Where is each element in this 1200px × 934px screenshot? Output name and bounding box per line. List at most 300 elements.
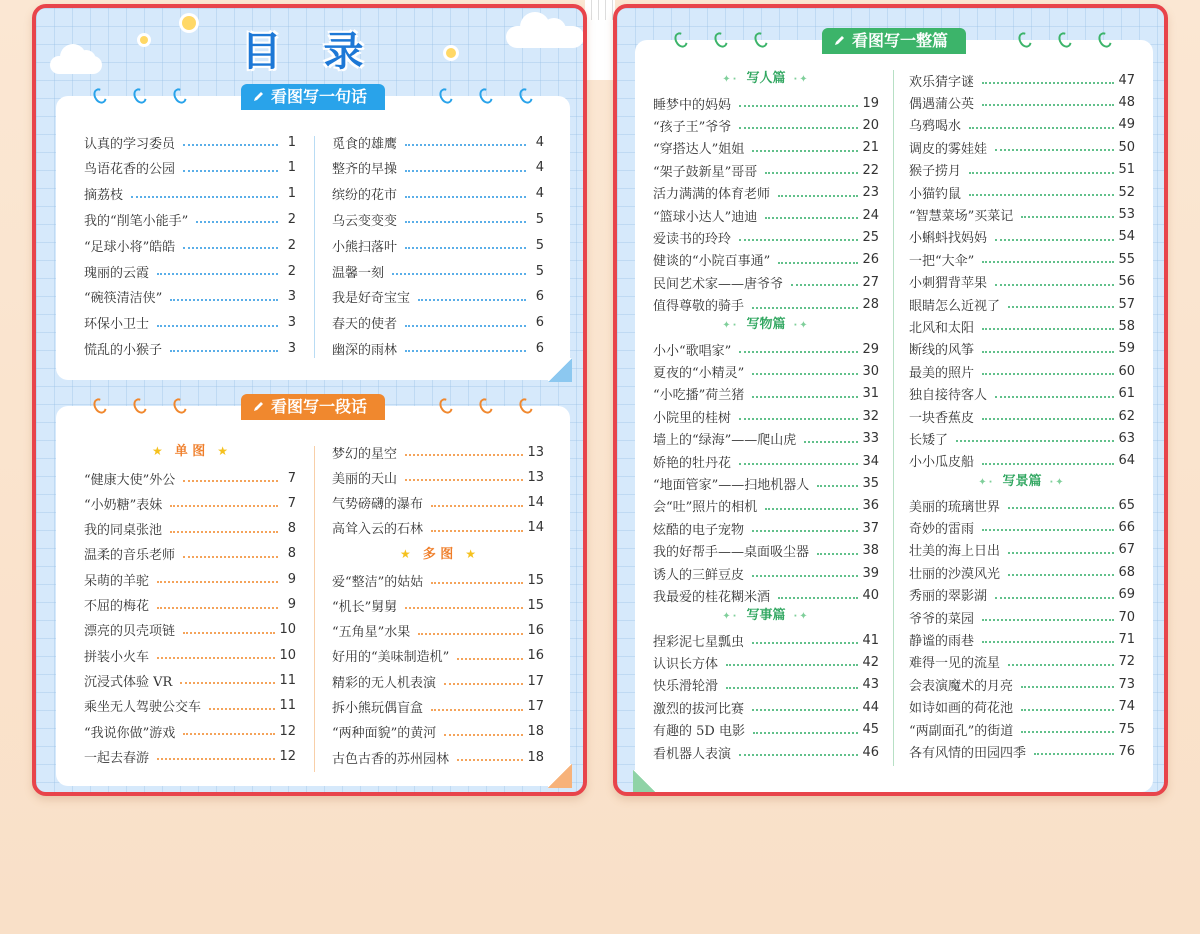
toc-entry[interactable] [84, 645, 296, 665]
toc-entry[interactable] [332, 209, 544, 229]
toc-entry-page: 71 [1118, 631, 1135, 647]
toc-entry-title: 我是好奇宝宝 [332, 291, 411, 307]
toc-entry-page: 75 [1118, 721, 1135, 737]
dot-leader [157, 273, 278, 275]
toc-entry[interactable] [653, 115, 879, 135]
dot-leader [752, 150, 858, 152]
toc-entry-page: 61 [1118, 386, 1135, 402]
toc-entry[interactable] [653, 183, 879, 203]
star-icon: ★ [217, 444, 229, 458]
toc-entry[interactable] [84, 569, 296, 589]
toc-entry-page: 55 [1118, 251, 1135, 267]
toc-entry-title: 娇艳的牡丹花 [653, 455, 732, 471]
dot-leader [982, 328, 1114, 330]
toc-entry[interactable] [84, 338, 296, 358]
toc-entry[interactable] [653, 473, 879, 493]
toc-entry[interactable] [332, 722, 544, 742]
toc-entry-page: 28 [862, 297, 879, 313]
toc-entry[interactable] [909, 540, 1135, 560]
toc-entry-title: 小刺猬背苹果 [909, 276, 988, 292]
toc-entry[interactable] [332, 338, 544, 358]
toc-entry[interactable] [909, 137, 1135, 157]
dot-leader [995, 284, 1114, 286]
toc-entry[interactable] [653, 406, 879, 426]
toc-entry[interactable] [909, 182, 1135, 202]
toc-entry-page: 45 [862, 722, 879, 738]
dot-leader [183, 733, 275, 735]
dot-leader [157, 325, 278, 327]
toc-entry-title: “架子鼓新星”哥哥 [653, 164, 758, 180]
dot-leader [405, 221, 526, 223]
dot-leader [739, 127, 858, 129]
toc-entry-title: 温柔的音乐老师 [84, 548, 176, 564]
toc-entry-title: 壮美的海上日出 [909, 544, 1001, 560]
toc-entry[interactable] [332, 697, 544, 717]
toc-entry-title: 小熊扫落叶 [332, 239, 398, 255]
toc-entry[interactable] [653, 720, 879, 740]
dot-leader [817, 485, 858, 487]
toc-entry-page: 63 [1118, 430, 1135, 446]
toc-entry-page: 65 [1118, 497, 1135, 513]
toc-entry-title: 漂亮的贝壳项链 [84, 624, 176, 640]
dot-leader [995, 239, 1114, 241]
toc-entry-page: 43 [862, 677, 879, 693]
dot-leader [418, 633, 523, 635]
toc-entry-title: 调皮的雾娃娃 [909, 141, 988, 157]
toc-entry[interactable] [909, 227, 1135, 247]
leaf-icon: ·✦ [793, 74, 810, 85]
toc-entry[interactable] [653, 160, 879, 180]
section-tab-label: 看图写一整篇 [851, 31, 949, 50]
toc-entry-page: 12 [279, 723, 296, 739]
dot-leader [765, 172, 858, 174]
toc-entry[interactable] [653, 541, 879, 561]
toc-entry[interactable] [332, 518, 544, 538]
toc-entry[interactable] [653, 742, 879, 762]
toc-right-page [613, 4, 1168, 796]
toc-entry-page: 38 [862, 543, 879, 559]
toc-entry[interactable] [909, 160, 1135, 180]
toc-entry[interactable] [84, 493, 296, 513]
toc-entry-page: 7 [287, 470, 296, 486]
dot-leader [431, 530, 523, 532]
toc-entry[interactable] [653, 93, 879, 113]
dot-leader [1008, 507, 1114, 509]
section-tab-sentence[interactable] [241, 84, 385, 110]
leaf-icon: ✦· [722, 320, 739, 331]
dot-leader [131, 196, 278, 198]
dot-leader [778, 262, 858, 264]
dot-leader [982, 82, 1114, 84]
toc-entry[interactable] [84, 670, 296, 690]
toc-entry[interactable] [653, 429, 879, 449]
toc-entry[interactable] [909, 204, 1135, 224]
toc-entry[interactable] [653, 585, 879, 605]
dot-leader [1008, 552, 1114, 554]
dot-leader [739, 105, 858, 107]
dot-leader [752, 307, 858, 309]
toc-entry-title: 美丽的琉璃世界 [909, 499, 1001, 515]
toc-entry-page: 6 [535, 340, 544, 356]
toc-entry-page: 37 [862, 520, 879, 536]
toc-entry-page: 31 [862, 386, 879, 402]
toc-entry-title: 爱读书的玲玲 [653, 231, 732, 247]
toc-entry[interactable] [909, 361, 1135, 381]
dot-leader [739, 418, 858, 420]
toc-entry-title: “健康大使”外公 [84, 472, 176, 488]
subheading-scenery: ✦· 写景篇 ·✦ [978, 474, 1066, 489]
dot-leader [739, 239, 858, 241]
toc-entry-title: 偶遇蒲公英 [909, 96, 975, 112]
dot-leader [982, 619, 1114, 621]
dot-leader [405, 325, 526, 327]
toc-entry[interactable] [909, 294, 1135, 314]
toc-entry[interactable] [909, 629, 1135, 649]
toc-entry[interactable] [653, 205, 879, 225]
toc-entry-page: 56 [1118, 274, 1135, 290]
toc-entry-page: 68 [1118, 564, 1135, 580]
toc-entry[interactable] [909, 697, 1135, 717]
toc-entry-page: 58 [1118, 318, 1135, 334]
toc-entry-title: “五角星”水果 [332, 625, 411, 641]
toc-entry-page: 8 [287, 546, 296, 562]
toc-entry[interactable] [909, 249, 1135, 269]
toc-entry-page: 22 [862, 162, 879, 178]
toc-entry[interactable] [84, 287, 296, 307]
toc-entry-page: 24 [862, 207, 879, 223]
toc-entry[interactable] [909, 428, 1135, 448]
subheading-multi: ★ 多 图 ★ [399, 547, 477, 562]
toc-entry[interactable] [653, 361, 879, 381]
toc-entry-page: 44 [862, 699, 879, 715]
toc-entry-title: 断线的风筝 [909, 343, 975, 359]
toc-entry-page: 9 [287, 597, 296, 612]
dot-leader [765, 508, 858, 510]
toc-entry-title: 瑰丽的云霞 [84, 265, 150, 281]
toc-entry-page: 41 [862, 632, 879, 648]
toc-entry[interactable] [909, 339, 1135, 359]
toc-entry[interactable] [84, 158, 296, 178]
dot-leader [1021, 216, 1114, 218]
section-tab-essay[interactable] [822, 28, 966, 54]
toc-entry[interactable] [84, 519, 296, 539]
toc-entry-title: 鸟语花香的公园 [84, 162, 176, 178]
toc-entry[interactable] [332, 570, 544, 590]
dot-leader [995, 597, 1114, 599]
toc-entry-title: 值得尊敬的骑手 [653, 299, 745, 315]
toc-entry[interactable] [84, 132, 296, 152]
dot-leader [170, 299, 278, 301]
dot-leader [752, 373, 858, 375]
toc-entry-page: 48 [1118, 94, 1135, 110]
toc-entry-title: 好用的“美味制造机” [332, 650, 450, 666]
toc-entry-title: 快乐滑轮滑 [653, 679, 719, 695]
toc-entry[interactable] [84, 595, 296, 615]
toc-entry[interactable] [653, 697, 879, 717]
toc-entry[interactable] [909, 562, 1135, 582]
toc-entry-title: “小吃播”荷兰猪 [653, 388, 745, 404]
toc-entry[interactable] [332, 467, 544, 487]
leaf-icon: ✦· [722, 611, 739, 622]
toc-entry[interactable] [653, 339, 879, 359]
dot-leader [444, 683, 523, 685]
toc-entry-title: 小小“歌唱家” [653, 343, 732, 359]
toc-entry[interactable] [332, 313, 544, 333]
leaf-icon: ✦· [722, 74, 739, 85]
dot-leader [752, 642, 858, 644]
toc-entry-title: 我的“削笔小能手” [84, 213, 189, 229]
toc-entry-page: 8 [287, 521, 296, 537]
background-paper-edge [585, 0, 615, 20]
toc-entry[interactable] [653, 384, 879, 404]
toc-entry-title: 静谧的雨巷 [909, 633, 975, 649]
toc-entry-page: 53 [1118, 206, 1135, 222]
dot-leader [196, 221, 278, 223]
toc-entry-title: “我说你做”游戏 [84, 725, 176, 741]
toc-entry-title: 小猫钓鼠 [909, 186, 962, 202]
toc-entry-page: 17 [527, 699, 544, 714]
toc-entry-title: “篮球小达人”迪迪 [653, 209, 758, 225]
toc-entry[interactable] [909, 70, 1135, 90]
toc-entry[interactable] [653, 518, 879, 538]
toc-entry[interactable] [332, 132, 544, 152]
dot-leader [752, 575, 858, 577]
toc-entry-page: 74 [1118, 699, 1135, 715]
toc-entry-title: “孩子王”爷爷 [653, 119, 732, 135]
toc-entry[interactable] [653, 652, 879, 672]
toc-entry-title: 捏彩泥七星瓢虫 [653, 634, 745, 650]
toc-entry-title: 壮丽的沙漠风光 [909, 566, 1001, 582]
toc-entry[interactable] [909, 741, 1135, 761]
dot-leader [405, 247, 526, 249]
toc-entry-title: 会“吐”照片的相机 [653, 500, 758, 516]
toc-entry[interactable] [909, 585, 1135, 605]
toc-entry-title: 有趣的 5D 电影 [653, 724, 745, 740]
toc-entry[interactable] [84, 721, 296, 741]
toc-entry-page: 18 [527, 724, 544, 740]
dot-leader [405, 144, 526, 146]
section-tab-paragraph[interactable] [241, 394, 385, 420]
toc-entry-title: 精彩的无人机表演 [332, 675, 437, 691]
toc-entry-page: 72 [1118, 654, 1135, 670]
toc-entry[interactable] [653, 138, 879, 158]
toc-entry[interactable] [332, 646, 544, 666]
dot-leader [1021, 731, 1114, 733]
dot-leader [1021, 709, 1114, 711]
subheading-things: ✦· 写物篇 ·✦ [722, 317, 810, 332]
toc-entry-page: 70 [1118, 609, 1135, 625]
toc-entry-page: 2 [287, 263, 296, 279]
dot-leader [982, 529, 1114, 531]
dot-leader [392, 273, 526, 275]
toc-entry-title: “小奶糖”表妹 [84, 497, 163, 513]
toc-entry-page: 33 [862, 431, 879, 447]
toc-entry-page: 18 [527, 749, 544, 765]
toc-entry-title: 最美的照片 [909, 365, 975, 381]
toc-entry-title: 拼装小火车 [84, 649, 150, 665]
toc-entry-page: 30 [862, 363, 879, 379]
toc-entry[interactable] [909, 719, 1135, 739]
toc-entry[interactable] [909, 495, 1135, 515]
toc-entry-page: 34 [862, 453, 879, 469]
paragraph-right-column [332, 440, 544, 770]
dot-leader [778, 597, 858, 599]
dot-leader [444, 734, 523, 736]
dot-leader [765, 217, 858, 219]
pencil-icon [253, 90, 265, 102]
toc-entry[interactable] [84, 313, 296, 333]
toc-entry[interactable] [909, 517, 1135, 537]
toc-entry-title: 乌鸦喝水 [909, 119, 962, 135]
toc-entry[interactable] [332, 184, 544, 204]
toc-entry[interactable] [332, 158, 544, 178]
toc-entry-page: 2 [287, 237, 296, 253]
toc-entry-page: 25 [862, 229, 879, 245]
toc-entry[interactable] [84, 235, 296, 255]
toc-entry-page: 17 [527, 673, 544, 689]
toc-entry[interactable] [332, 261, 544, 281]
toc-entry-title: 乌云变变变 [332, 213, 398, 229]
toc-entry-page: 21 [862, 140, 879, 156]
toc-entry[interactable] [909, 674, 1135, 694]
star-icon: ★ [151, 444, 163, 458]
toc-entry-title: “智慧菜场”买菜记 [909, 208, 1014, 224]
dot-leader [982, 373, 1114, 375]
toc-entry[interactable] [909, 406, 1135, 426]
dot-leader [982, 641, 1114, 643]
toc-entry[interactable] [909, 272, 1135, 292]
toc-entry-page: 11 [279, 698, 296, 714]
toc-entry-title: 乘坐无人驾驶公交车 [84, 700, 202, 716]
dot-leader [804, 441, 858, 443]
toc-entry[interactable] [84, 620, 296, 640]
toc-entry-title: 一把“大伞” [909, 253, 975, 269]
toc-entry[interactable] [653, 451, 879, 471]
dot-leader [157, 607, 278, 609]
toc-entry-title: “碗筷清洁侠” [84, 291, 163, 307]
toc-entry[interactable] [332, 671, 544, 691]
toc-entry-page: 14 [527, 495, 544, 511]
toc-entry[interactable] [84, 261, 296, 281]
section-tab-label: 看图写一段话 [270, 397, 368, 416]
toc-entry-page: 4 [535, 160, 544, 176]
toc-entry-page: 69 [1118, 587, 1135, 603]
dot-leader [183, 480, 278, 482]
toc-entry-page: 3 [287, 340, 296, 356]
dot-leader [982, 104, 1114, 106]
toc-entry-title: 奇妙的雷雨 [909, 521, 975, 537]
star-icon: ★ [465, 547, 477, 561]
toc-entry-page: 29 [862, 341, 879, 357]
toc-entry[interactable] [653, 250, 879, 270]
toc-entry-page: 5 [535, 263, 544, 279]
subheading-people: ✦· 写人篇 ·✦ [722, 71, 810, 86]
toc-entry-title: 我最爱的桂花糊米酒 [653, 589, 771, 605]
toc-entry[interactable] [84, 209, 296, 229]
toc-entry-title: 各有风情的田园四季 [909, 745, 1027, 761]
toc-entry[interactable] [653, 630, 879, 650]
toc-entry-title: 梦幻的星空 [332, 446, 398, 462]
dot-leader [1021, 686, 1114, 688]
toc-entry[interactable] [909, 92, 1135, 112]
toc-entry[interactable] [84, 544, 296, 564]
essay-section-card [635, 31, 1153, 792]
toc-entry-title: 呆萌的羊驼 [84, 573, 150, 589]
toc-entry[interactable] [84, 468, 296, 488]
toc-entry[interactable] [909, 451, 1135, 471]
toc-entry-title: 墙上的“绿海”——爬山虎 [653, 433, 797, 449]
toc-entry-page: 1 [287, 186, 296, 202]
toc-entry-page: 27 [862, 274, 879, 290]
toc-entry[interactable] [332, 747, 544, 767]
toc-entry-page: 15 [527, 572, 544, 588]
toc-entry[interactable] [653, 675, 879, 695]
toc-entry[interactable] [332, 287, 544, 307]
toc-entry[interactable] [909, 652, 1135, 672]
toc-entry[interactable] [332, 235, 544, 255]
toc-entry-title: 爷爷的菜园 [909, 611, 975, 627]
toc-entry[interactable] [909, 316, 1135, 336]
toc-entry-title: 觅食的雄鹰 [332, 136, 398, 152]
toc-entry-title: 长矮了 [909, 432, 949, 448]
toc-entry-page: 73 [1118, 676, 1135, 692]
toc-entry[interactable] [909, 384, 1135, 404]
toc-entry[interactable] [653, 272, 879, 292]
toc-entry-title: 拆小熊玩偶盲盒 [332, 701, 424, 716]
sentence-section-card [56, 87, 570, 380]
toc-entry-title: 高耸入云的石林 [332, 522, 424, 538]
leaf-icon: ✦· [978, 477, 995, 488]
toc-entry-title: 秀丽的翠影湖 [909, 589, 988, 605]
toc-entry-title: 欢乐猜字谜 [909, 74, 975, 90]
toc-entry-page: 3 [287, 315, 296, 331]
toc-entry-page: 16 [527, 623, 544, 639]
toc-entry[interactable] [84, 696, 296, 716]
dot-leader [726, 664, 858, 666]
toc-entry-title: 缤纷的花市 [332, 188, 398, 204]
toc-entry-page: 10 [279, 647, 296, 663]
dot-leader [982, 463, 1114, 465]
toc-entry[interactable] [909, 115, 1135, 135]
toc-entry[interactable] [909, 607, 1135, 627]
toc-entry[interactable] [332, 442, 544, 462]
dot-leader [1008, 306, 1114, 308]
toc-entry[interactable] [84, 184, 296, 204]
dot-leader [739, 463, 858, 465]
toc-entry[interactable] [332, 493, 544, 513]
toc-entry[interactable] [653, 496, 879, 516]
toc-entry[interactable] [653, 563, 879, 583]
dot-leader [969, 194, 1114, 196]
toc-entry-page: 4 [535, 134, 544, 150]
toc-entry[interactable] [84, 746, 296, 766]
dot-leader [209, 708, 275, 710]
dot-leader [405, 170, 526, 172]
toc-entry[interactable] [332, 595, 544, 615]
toc-entry-title: 如诗如画的荷花池 [909, 701, 1014, 717]
toc-entry-page: 16 [527, 648, 544, 664]
dot-leader [1008, 664, 1114, 666]
toc-entry-title: “机长”舅舅 [332, 599, 398, 615]
dot-leader [405, 479, 523, 481]
dot-leader [431, 582, 523, 584]
leaf-icon: ·✦ [1049, 477, 1066, 488]
toc-entry[interactable] [332, 621, 544, 641]
toc-entry[interactable] [653, 295, 879, 315]
toc-entry[interactable] [653, 227, 879, 247]
toc-entry-page: 50 [1118, 139, 1135, 155]
dot-leader [183, 556, 278, 558]
